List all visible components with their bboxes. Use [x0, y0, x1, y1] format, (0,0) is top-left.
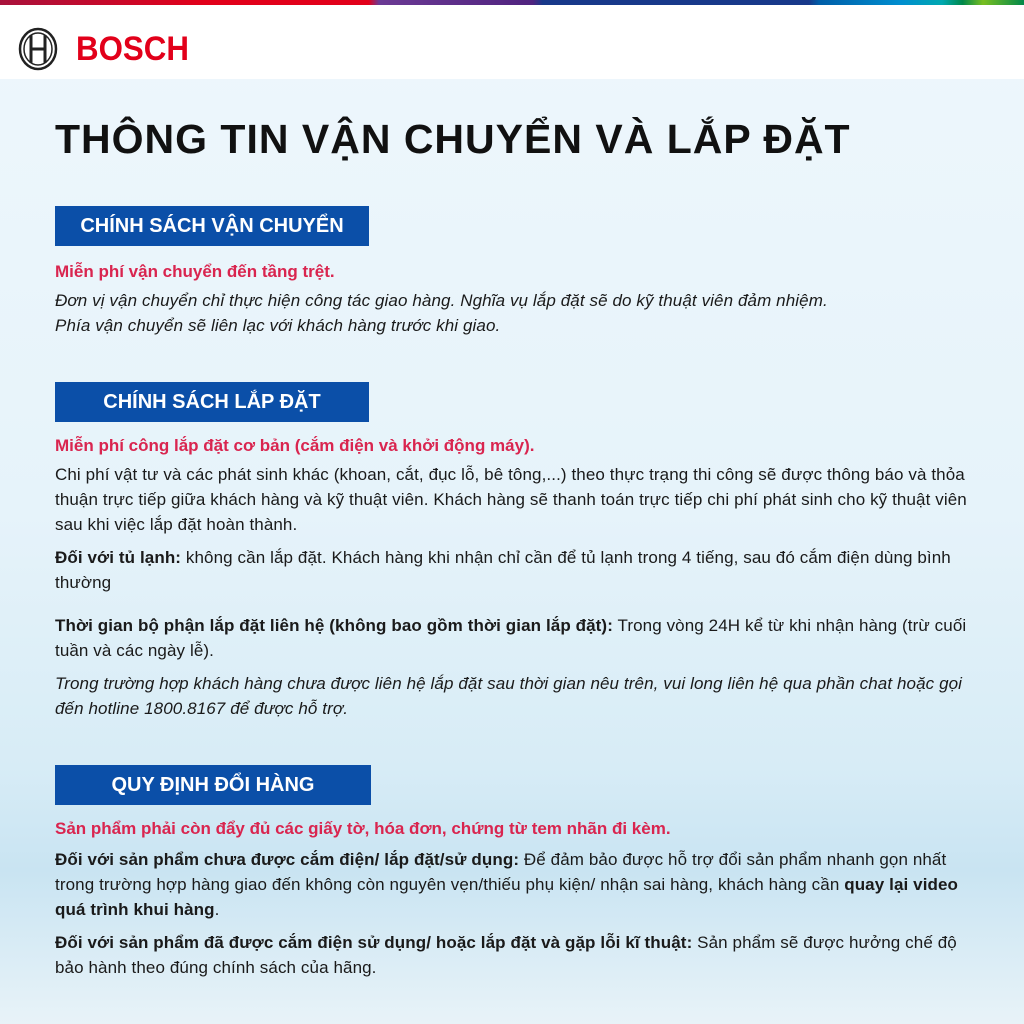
text: Sản phẩm sẽ được hưởng chế độ bảo hành theo đúng chính sách của hãng.: [55, 933, 957, 977]
note: Trong trường hợp khách hàng chưa được liên hệ lắp đặt sau thời gian nêu trên, vui long liên hệ qua phần chat hoặc gọi đến hotline 1800.8167 để được hỗ trợ.: [55, 674, 963, 718]
exchange-section: [55, 765, 969, 980]
text: không cần lắp đặt. Khách hàng khi nhận chỉ cần để tủ lạnh trong 4 tiếng, sau đó cắm điện dùng bình thường: [55, 548, 951, 592]
text: Đơn vị vận chuyển chỉ thực hiện công tác giao hàng. Nghĩa vụ lắp đặt sẽ do kỹ thuật viên đảm nhiệm.: [55, 291, 828, 310]
highlight-text: Sản phẩm phải còn đẩy đủ các giấy tờ, hóa đơn, chứng từ tem nhãn đi kèm.: [55, 819, 671, 838]
text: Để đảm bảo được hỗ trợ đổi sản phẩm nhanh gọn nhất trong trường hợp hàng giao đến không còn nguyên vẹn/thiếu phụ kiện/ nhận sai hàng, khách hàng cần: [55, 850, 947, 894]
label: Đối với sản phẩm chưa được cắm điện/ lắp đặt/sử dụng:: [55, 850, 520, 869]
section-heading: CHÍNH SÁCH VẬN CHUYỂN: [55, 206, 369, 246]
text: .: [214, 900, 220, 919]
bosch-logo: [18, 27, 199, 71]
page-title: THÔNG TIN VẬN CHUYỂN VÀ LẮP ĐẶT: [55, 116, 851, 162]
highlight-text: Miễn phí vận chuyển đến tầng trệt.: [55, 262, 335, 281]
highlight-text: Miễn phí công lắp đặt cơ bản (cắm điện và khởi động máy).: [55, 436, 535, 455]
bosch-armature-icon: [18, 27, 58, 71]
header: [0, 5, 1024, 79]
label: Đối với tủ lạnh:: [55, 548, 182, 567]
install-section: [55, 382, 969, 721]
brand-name: BOSCH: [76, 29, 189, 68]
label: Đối với sản phẩm đã được cắm điện sử dụng/ hoặc lắp đặt và gặp lỗi kĩ thuật:: [55, 933, 693, 952]
text: Trong vòng 24H kể từ khi nhận hàng (trừ cuối tuần và các ngày lễ).: [55, 616, 967, 660]
text: Chi phí vật tư và các phát sinh khác (khoan, cắt, đục lỗ, bê tông,...) theo thực trạng thi công sẽ được thông báo và thỏa thuận trực tiếp giữa khách hàng và kỹ thuật viên. Khách hàng sẽ thanh toán trực tiếp chi phí phát sinh cho kỹ thuật viên sau khi việc lắp đặt hoàn thành.: [55, 465, 967, 534]
bold-text: quay lại video quá trình khui hàng: [55, 875, 959, 919]
section-heading: CHÍNH SÁCH LẮP ĐẶT: [55, 382, 369, 422]
shipping-section: [55, 206, 969, 338]
label: Thời gian bộ phận lắp đặt liên hệ (không bao gồm thời gian lắp đặt):: [55, 616, 613, 635]
section-heading: QUY ĐỊNH ĐỔI HÀNG: [55, 765, 371, 805]
text: Phía vận chuyển sẽ liên lạc với khách hàng trước khi giao.: [55, 316, 501, 335]
